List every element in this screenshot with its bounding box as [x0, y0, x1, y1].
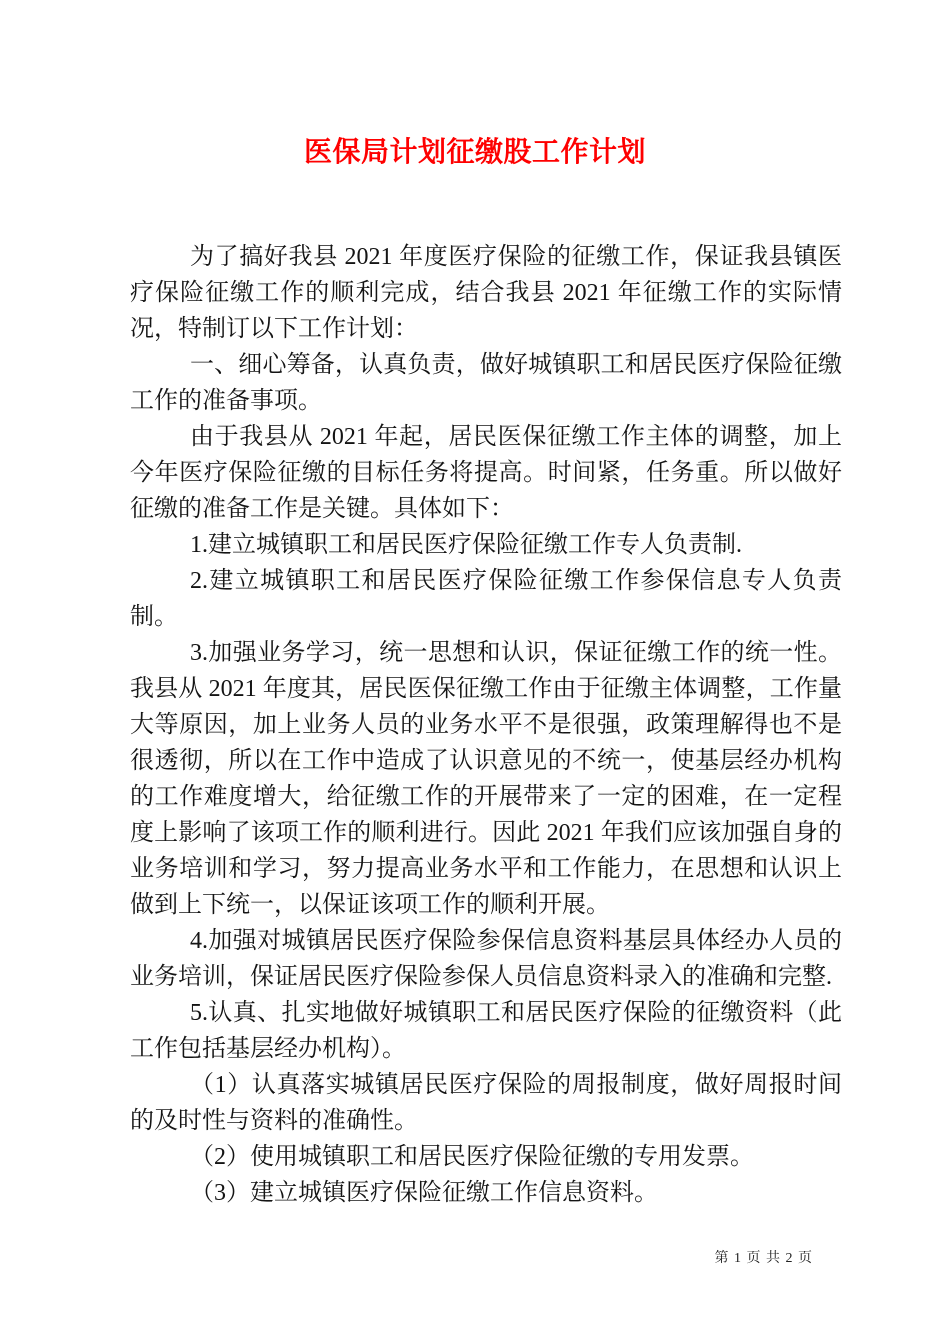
- paragraph-background: 由于我县从 2021 年起，居民医保征缴工作主体的调整，加上今年医疗保险征缴的目标任务将提高。时间紧，任务重。所以做好征缴的准备工作是关键。具体如下：: [130, 424, 842, 522]
- document-title: 医保局计划征缴股工作计划: [303, 137, 646, 168]
- paragraph-intro: 为了搞好我县 2021 年度医疗保险的征缴工作，保证我县镇医疗保险征缴工作的顺利完成，结合我县 2021 年征缴工作的实际情况，特制订以下工作计划：: [130, 244, 842, 342]
- paragraph-item-5: 5.认真、扎实地做好城镇职工和居民医疗保险的征缴资料（此工作包括基层经办机构）。: [130, 1000, 842, 1062]
- paragraph-subitem-3: （3）建立城镇医疗保险征缴工作信息资料。: [190, 1180, 658, 1206]
- paragraph-subitem-1: （1）认真落实城镇居民医疗保险的周报制度，做好周报时间的及时性与资料的准确性。: [130, 1072, 842, 1134]
- paragraph-section-1: 一、细心筹备，认真负责，做好城镇职工和居民医疗保险征缴工作的准备事项。: [130, 352, 842, 414]
- document-body: [130, 239, 842, 1211]
- paragraph-subitem-2: （2）使用城镇职工和居民医疗保险征缴的专用发票。: [190, 1144, 754, 1170]
- paragraph-item-2: 2.建立城镇职工和居民医疗保险征缴工作参保信息专人负责制。: [130, 568, 842, 630]
- paragraph-item-4: 4.加强对城镇居民医疗保险参保信息资料基层具体经办人员的业务培训，保证居民医疗保险参保人员信息资料录入的准确和完整.: [130, 928, 842, 990]
- paragraph-item-3: 3.加强业务学习，统一思想和认识，保证征缴工作的统一性。我县从 2021 年度其，居民医保征缴工作由于征缴主体调整，工作量大等原因，加上业务人员的业务水平不是很强，政策理解得也不是很透彻，所以在工作中造成了认识意见的不统一，使基层经办机构的工作难度增大，给征缴工作的开展带来了一定的困难，在一定程度上影响了该项工作的顺利进行。因此 2021 年我们应该加强自身的业务培训和学习，努力提高业务水平和工作能力，在思想和认识上做到上下统一，以保证该项工作的顺利开展。: [130, 640, 842, 918]
- paragraph-item-1: 1.建立城镇职工和居民医疗保险征缴工作专人负责制.: [190, 532, 742, 558]
- page-number-label: 第 1 页 共 2 页: [714, 1251, 813, 1266]
